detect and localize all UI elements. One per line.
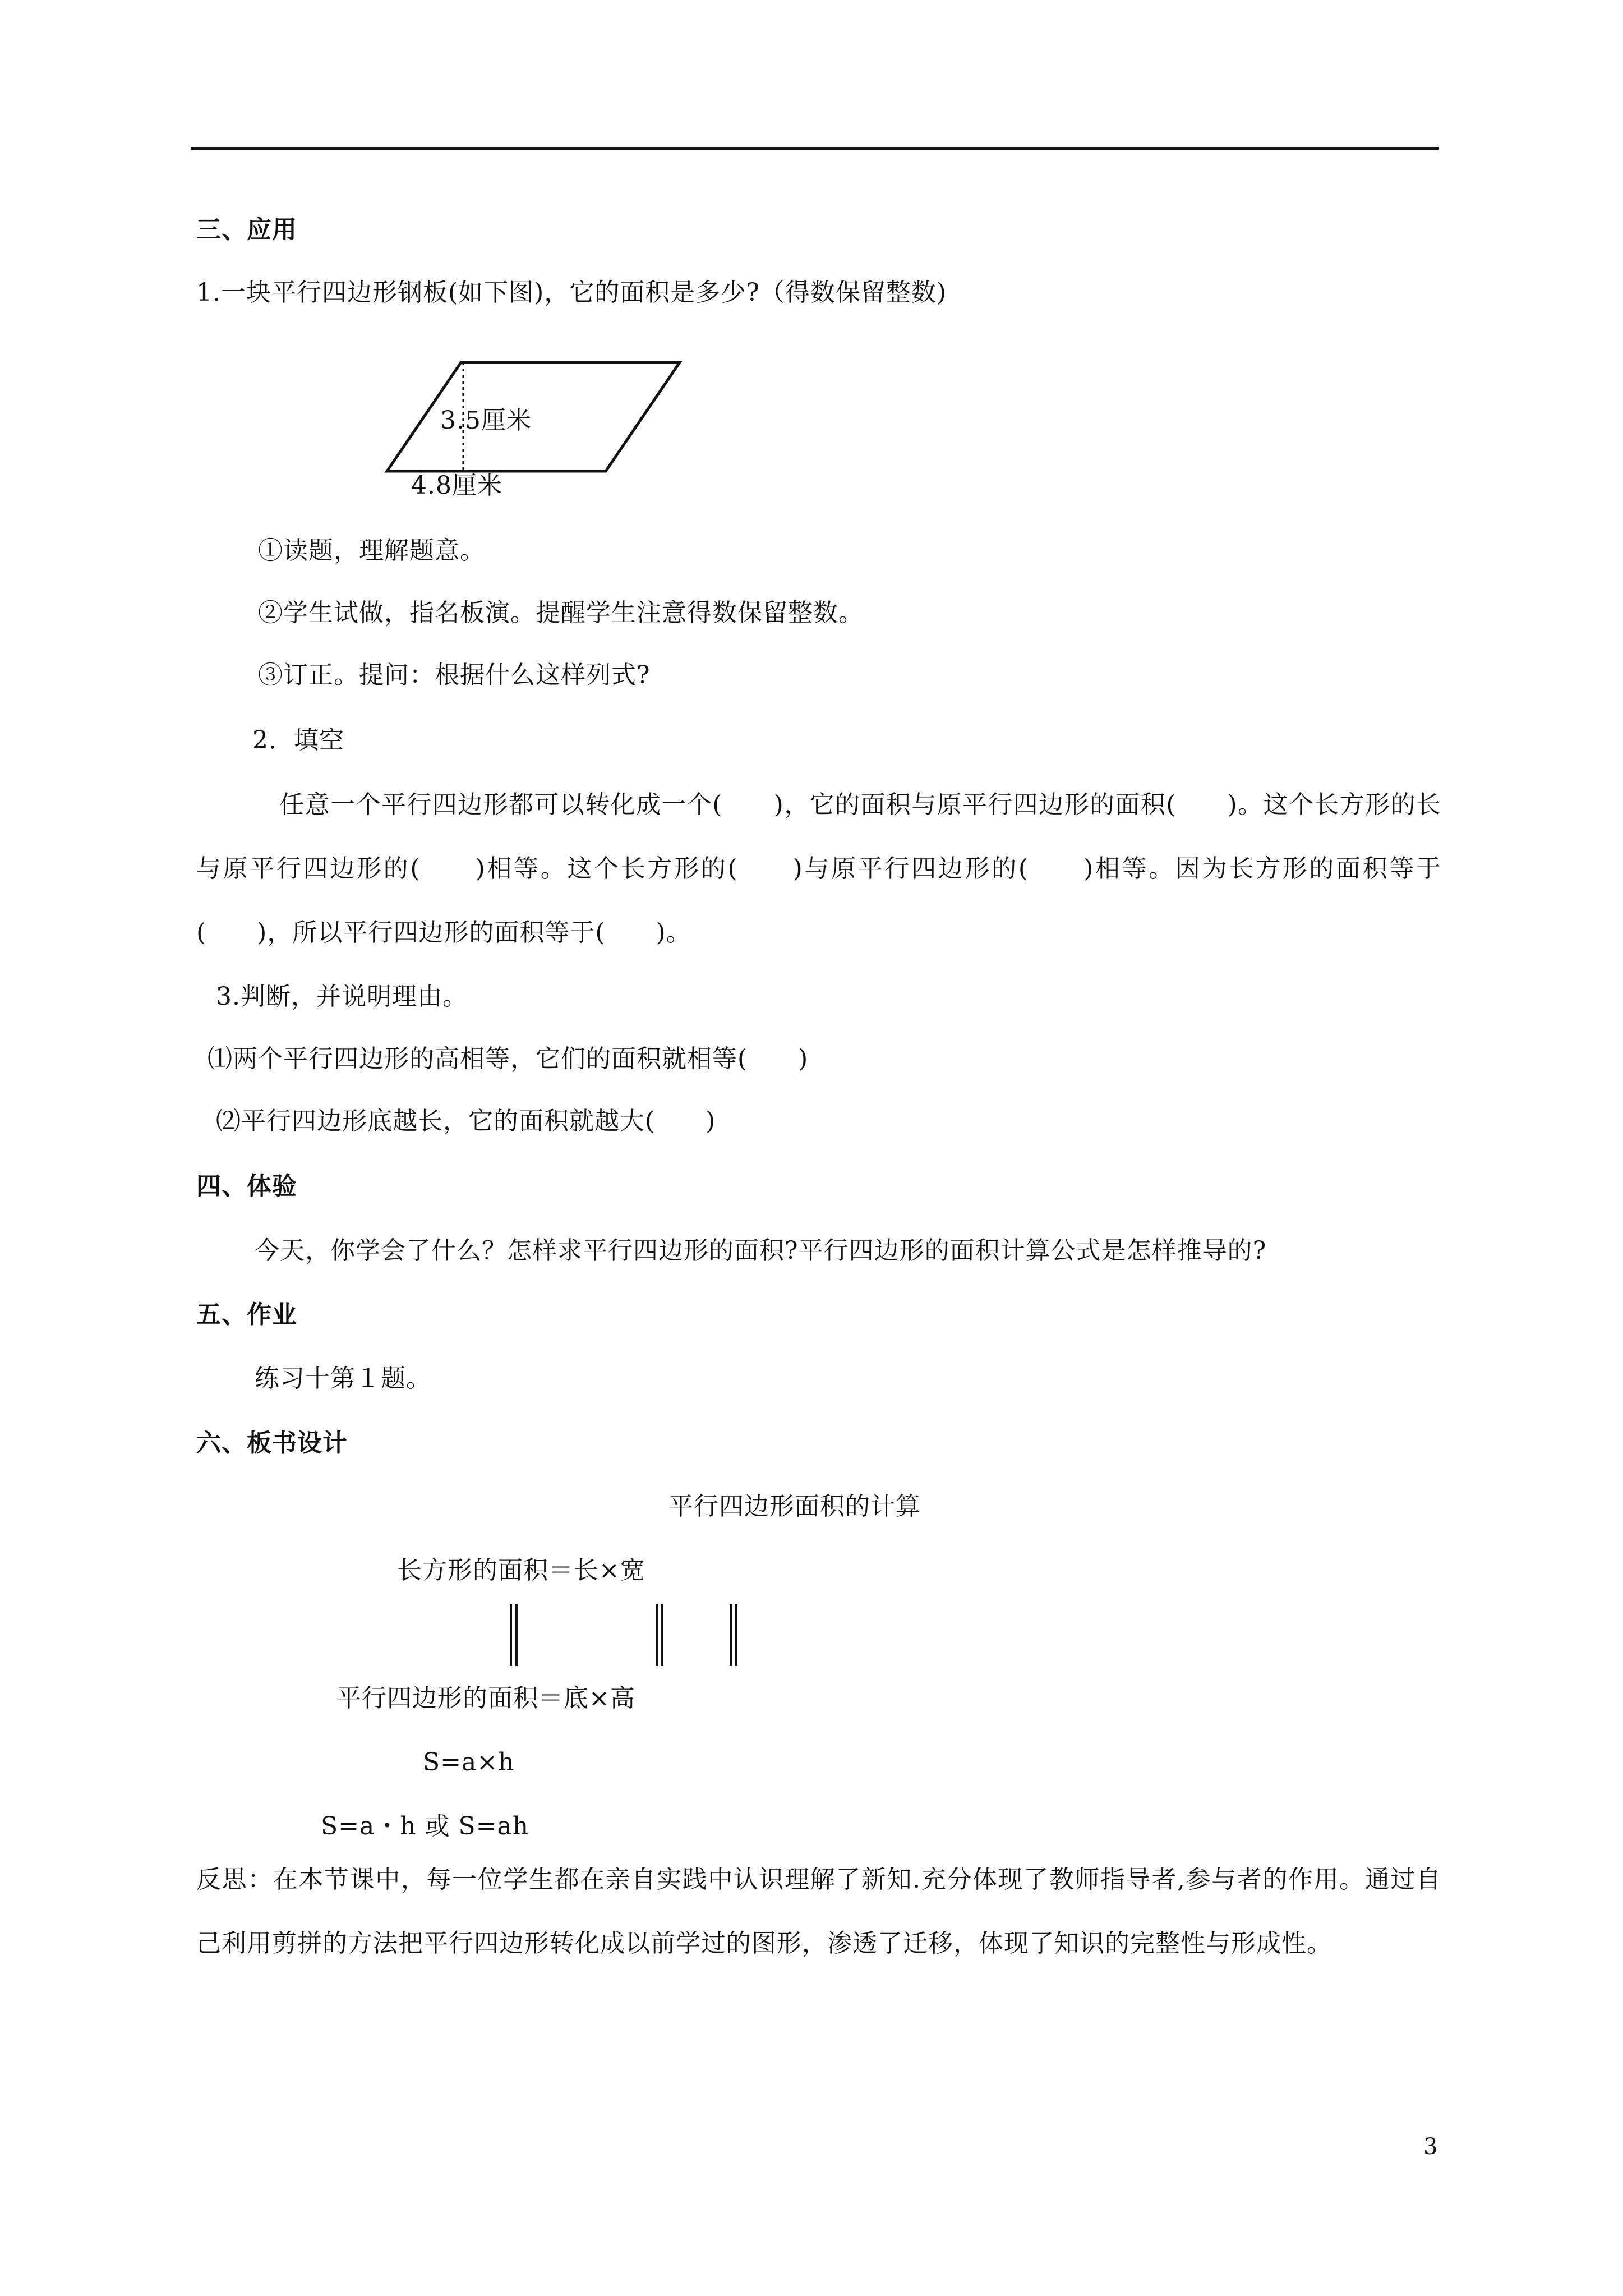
section-heading-board-design: 六、板书设计 [196, 1429, 348, 1457]
figure-height-label: 3.5厘米 [440, 406, 532, 435]
homework-text: 练习十第１题。 [255, 1364, 431, 1393]
question-2-title: 2．填空 [252, 726, 344, 754]
board-parallelogram-formula: 平行四边形的面积＝底×高 [336, 1684, 635, 1713]
question-3-title: 3.判断，并说明理由。 [216, 982, 468, 1011]
fill-in-paragraph [196, 773, 1441, 965]
step-item: ①读题，理解题意。 [258, 536, 485, 565]
section-heading-experience: 四、体验 [196, 1172, 297, 1200]
step-item: ②学生试做，指名板演。提醒学生注意得数保留整数。 [258, 599, 864, 627]
header-rule [191, 147, 1439, 150]
board-formula-1: S=a×h [423, 1748, 515, 1777]
section-heading-application: 三、应用 [196, 215, 297, 244]
experience-text: 今天，你学会了什么？怎样求平行四边形的面积?平行四边形的面积计算公式是怎样推导的? [255, 1236, 1267, 1265]
board-title: 平行四边形面积的计算 [668, 1492, 921, 1521]
figure-base-label: 4.8厘米 [411, 471, 502, 500]
equivalence-lines [505, 1604, 751, 1672]
board-rectangle-formula: 长方形的面积＝长×宽 [397, 1556, 645, 1585]
reflection-paragraph: 反思：在本节课中，每一位学生都在亲自实践中认识理解了新知.充分体现了教师指导者,参与者的作用。通过自己利用剪拼的方法把平行四边形转化成以前学过的图形，渗透了迁移，体现了知识的完整性与形成性。 [196, 1865, 1441, 1958]
page-number: 3 [1423, 2134, 1438, 2160]
judgment-item: ⑵平行四边形底越长，它的面积就越大( ) [216, 1107, 716, 1135]
board-formula-2: S=a・h 或 S=ah [321, 1812, 529, 1841]
question-1-text: 1.一块平行四边形钢板(如下图)，它的面积是多少?（得数保留整数) [196, 278, 947, 307]
step-item: ③订正。提问：根据什么这样列式? [258, 661, 651, 689]
parallelogram-shape [387, 362, 680, 471]
fill-in-paragraph-text: 任意一个平行四边形都可以转化成一个( )，它的面积与原平行四边形的面积( )。这个长方形的长与原平行四边形的( )相等。这个长方形的( )与原平行四边形的( )相等。因为长方形的面积等于( )，所以平行四边形的面积等于( )。 [196, 790, 1441, 947]
section-heading-homework: 五、作业 [196, 1300, 297, 1329]
judgment-item: ⑴两个平行四边形的高相等，它们的面积就相等( ) [208, 1045, 809, 1073]
